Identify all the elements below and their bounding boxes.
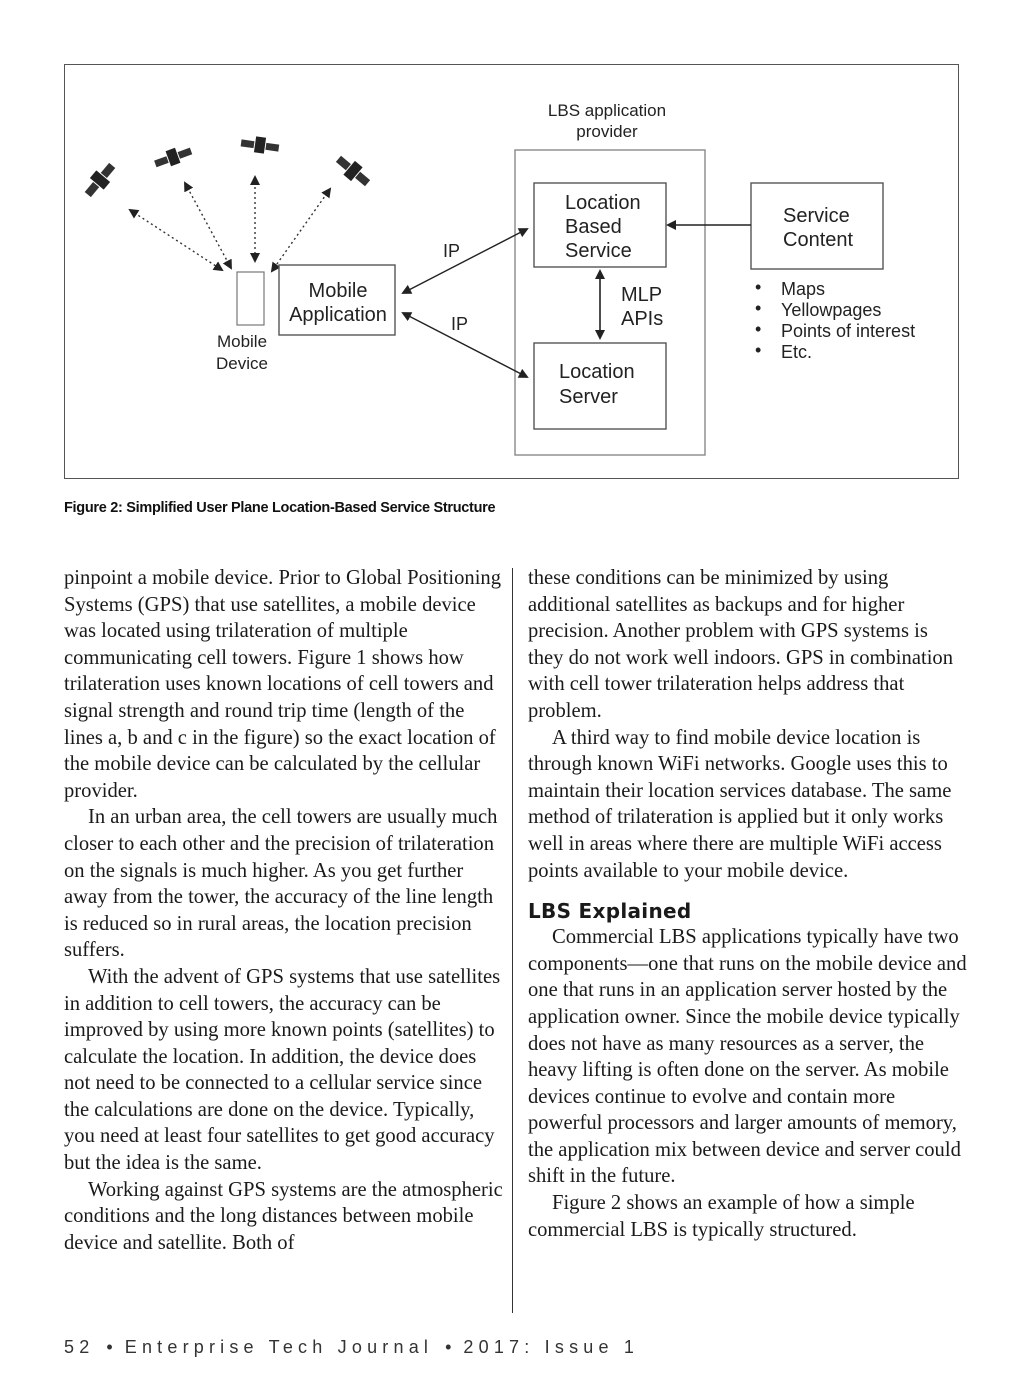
page-footer xyxy=(64,1337,639,1358)
svg-text:•: • xyxy=(755,277,762,297)
svg-text:•: • xyxy=(755,340,762,360)
content-list xyxy=(755,277,915,362)
content-label-line1: Service xyxy=(783,205,850,227)
ip-label-top: IP xyxy=(443,241,461,261)
lbs-structure-diagram xyxy=(65,65,960,480)
ip-arrow-top xyxy=(403,229,527,293)
satellite-icon xyxy=(240,134,280,155)
lbs-label-line3: Service xyxy=(565,240,632,262)
satellite-icon xyxy=(333,152,374,190)
lbs-label-line1: Location xyxy=(565,192,641,214)
left-column xyxy=(64,565,504,1256)
lbs-label-line2: Based xyxy=(565,216,622,238)
provider-label-line1: LBS application xyxy=(547,101,667,120)
figure-2 xyxy=(64,64,959,479)
app-label-line1: Mobile xyxy=(308,280,368,302)
mlp-label-line2: APIs xyxy=(621,308,664,330)
device-label-line1: Mobile xyxy=(216,332,268,351)
mlp-label-line1: MLP xyxy=(621,284,663,306)
column-divider xyxy=(512,568,513,1313)
content-item: Yellowpages xyxy=(781,300,882,320)
svg-text:•: • xyxy=(755,319,762,339)
content-item: Etc. xyxy=(781,342,813,362)
issue-label: 2017: Issue 1 xyxy=(463,1337,640,1357)
device-label-line2: Device xyxy=(216,354,268,373)
separator-dot: • xyxy=(106,1337,113,1357)
content-item: Points of interest xyxy=(781,321,916,341)
mobile-device-shape xyxy=(237,272,264,325)
app-label-line2: Application xyxy=(289,304,387,326)
paragraph: A third way to find mobile device location is through known WiFi networks. Google uses this to maintain their location services database. The same method of trilateration is applied but it only works well in areas where there are multiple WiFi access points available to your mobile device. xyxy=(528,726,952,882)
right-column xyxy=(528,565,968,1243)
page-number: 52 xyxy=(64,1337,95,1357)
paragraph: With the advent of GPS systems that use satellites in addition to cell towers, the accuracy can be improved by using more known points (satellites) to calculate the location. In addition, the device does not need to be connected to a cellular service since the calculations are done on the device. Typically, you need at least four satellites to get good accuracy but the idea is the same. xyxy=(64,965,501,1175)
server-label-line1: Location xyxy=(559,361,635,383)
content-label-line2: Content xyxy=(783,229,854,251)
journal-name: Enterprise Tech Journal xyxy=(124,1337,434,1357)
section-heading: LBS Explained xyxy=(528,899,692,924)
separator-dot: • xyxy=(445,1337,452,1357)
satellite-icon xyxy=(152,143,193,171)
satellite-signal-arrow xyxy=(185,183,231,268)
paragraph: these conditions can be minimized by using additional satellites as backups and for higher precision. Another problem with GPS systems is they do not work well indoors. GPS in combination with cell tower trilateration helps address that problem. xyxy=(528,567,954,722)
paragraph: Figure 2 shows an example of how a simple commercial LBS is typically structured. xyxy=(528,1192,915,1241)
server-label-line2: Server xyxy=(559,386,618,408)
paragraph: Commercial LBS applications typically have two components—one that runs on the mobile device and one that runs in an application server hosted by the application owner. Since the mobile device typically does not have as many resources as a server, the heavy lifting is often done on the server. As mobile devices continue to evolve and contain more powerful processors and larger amounts of memory, the application mix between device and server could shift in the future. xyxy=(528,926,967,1188)
satellite-signal-arrow xyxy=(272,189,330,271)
ip-label-bottom: IP xyxy=(451,314,469,334)
paragraph: pinpoint a mobile device. Prior to Global Positioning Systems (GPS) that use satellites, a mobile device was located using trilateration of multiple communicating cell towers. Figure 1 shows how trilateration uses known locations of cell towers and signal strength and round trip time (length of the lines a, b and c in the figure) so the exact location of the mobile device can be calculated by the cellular provider. xyxy=(64,567,502,802)
satellite-icon xyxy=(81,160,119,201)
paragraph: Working against GPS systems are the atmospheric conditions and the long distances between mobile device and satellite. Both of xyxy=(64,1178,503,1254)
figure-caption: Figure 2: Simplified User Plane Location-Based Service Structure xyxy=(64,500,496,516)
provider-label-line2: provider xyxy=(576,122,638,141)
svg-text:•: • xyxy=(755,298,762,318)
content-item: Maps xyxy=(781,279,826,299)
satellite-signal-arrow xyxy=(130,210,222,270)
paragraph: In an urban area, the cell towers are usually much closer to each other and the precision of trilateration on the signals is much higher. As you get further away from the tower, the accuracy of the line length is reduced so in rural areas, the location precision suffers. xyxy=(64,806,498,962)
